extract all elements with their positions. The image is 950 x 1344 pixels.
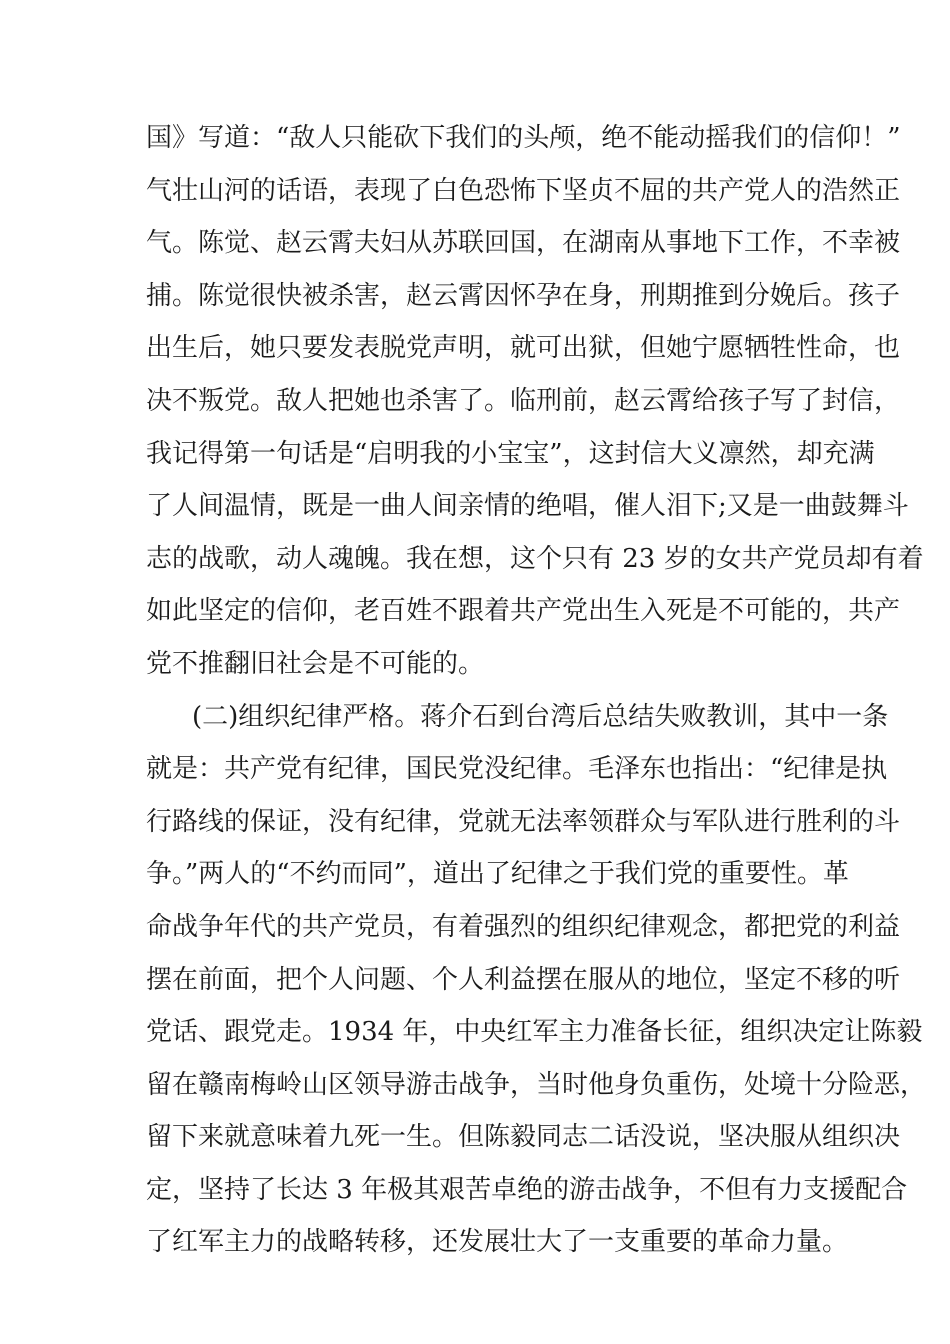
text-line: 气壮山河的话语，表现了白色恐怖下坚贞不屈的共产党人的浩然正 (146, 175, 901, 206)
text-line: 我记得第一句话是“启明我的小宝宝”，这封信大义凛然，却充满 (146, 438, 875, 469)
text-line: 如此坚定的信仰，老百姓不跟着共产党出生入死是不可能的，共产 (146, 596, 901, 627)
text-line: 国》写道：“敌人只能砍下我们的头颅，绝不能动摇我们的信仰！” (146, 123, 901, 153)
text-line: 摆在前面，把个人问题、个人利益摆在服从的地位，坚定不移的听 (146, 964, 901, 995)
text-line: 命战争年代的共产党员，有着强烈的组织纪律观念，都把党的利益 (146, 911, 901, 942)
text-line: 志的战歌，动人魂魄。我在想，这个只有 23 岁的女共产党员却有着 (146, 543, 924, 574)
text-line: 决不叛党。敌人把她也杀害了。临刑前，赵云霄给孩子写了封信， (146, 385, 901, 416)
paragraph-start-line: (二)组织纪律严格。蒋介石到台湾后总结失败教训，其中一条 (192, 701, 889, 732)
text-line: 就是：共产党有纪律，国民党没纪律。毛泽东也指出：“纪律是执 (146, 754, 888, 785)
text-line: 留在赣南梅岭山区领导游击战争，当时他身负重伤，处境十分险恶， (146, 1069, 927, 1100)
text-line: 留下来就意味着九死一生。但陈毅同志二话没说，坚决服从组织决 (146, 1122, 901, 1153)
text-line: 了红军主力的战略转移，还发展壮大了一支重要的革命力量。 (146, 1227, 849, 1258)
text-line: 气。陈觉、赵云霄夫妇从苏联回国，在湖南从事地下工作，不幸被 (146, 228, 901, 259)
body-text (146, 118, 927, 1275)
text-line: 捕。陈觉很快被杀害，赵云霄因怀孕在身，刑期推到分娩后。孩子 (146, 280, 901, 311)
text-line: 党不推翻旧社会是不可能的。 (146, 648, 485, 679)
text-line: 定，坚持了长达 3 年极其艰苦卓绝的游击战争，不但有力支援配合 (146, 1174, 908, 1205)
text-line: 行路线的保证，没有纪律，党就无法率领群众与军队进行胜利的斗 (146, 806, 901, 837)
text-line: 争。”两人的“不约而同”，道出了纪律之于我们党的重要性。革 (146, 859, 849, 890)
text-line: 出生后，她只要发表脱党声明，就可出狱，但她宁愿牺牲性命，也 (146, 333, 901, 364)
text-line: 党话、跟党走。1934 年，中央红军主力准备长征，组织决定让陈毅 (146, 1017, 923, 1048)
text-line: 了人间温情，既是一曲人间亲情的绝唱，催人泪下;又是一曲鼓舞斗 (146, 491, 909, 522)
